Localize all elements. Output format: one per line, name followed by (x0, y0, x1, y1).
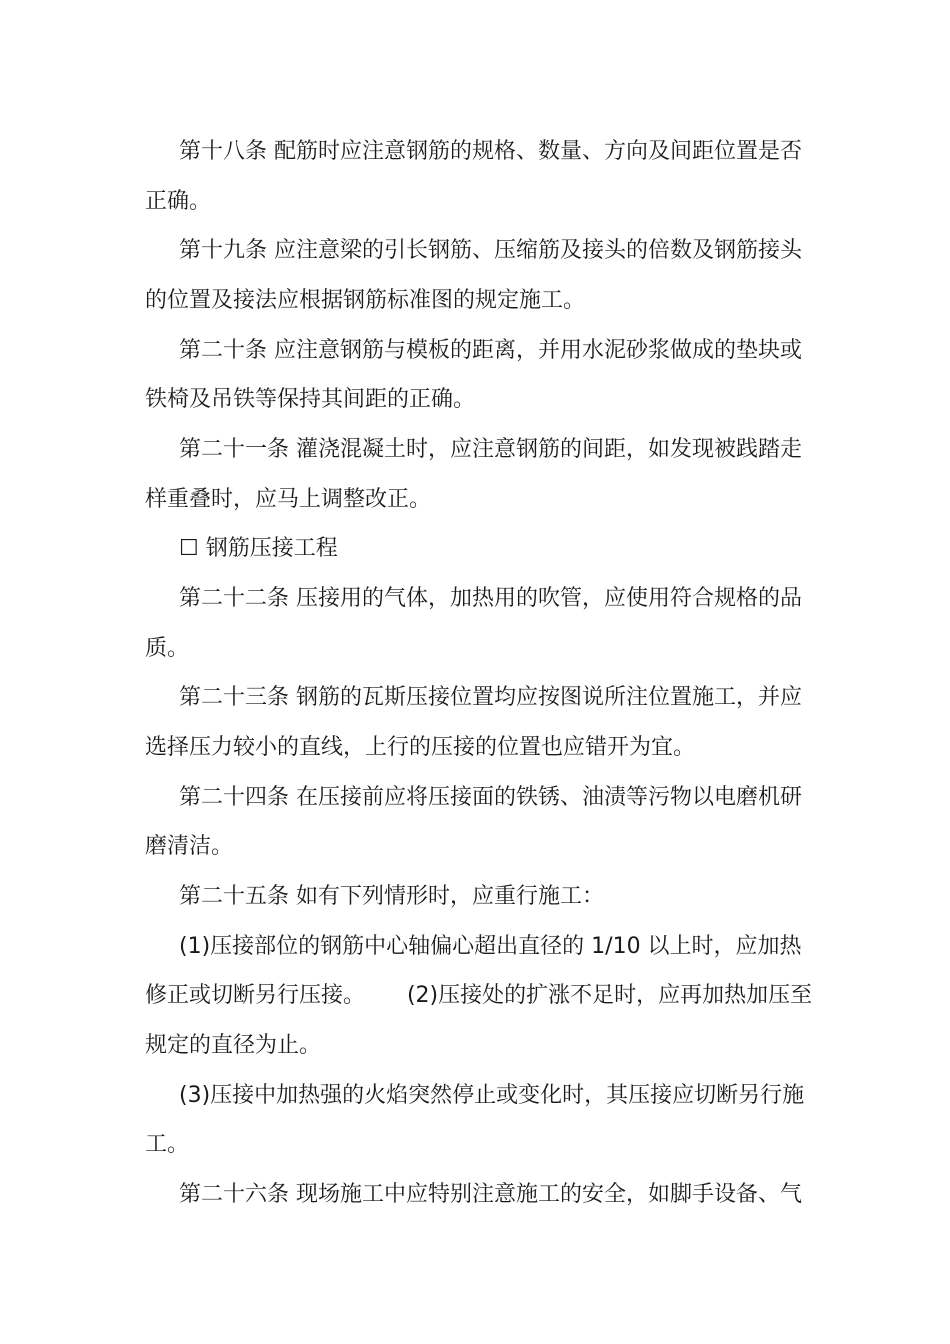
clause-24-line-2: 磨清洁。 (145, 834, 234, 859)
clause-21-line-1: 第二十一条 灌浇混凝土时，应注意钢筋的间距，如发现被践踏走 (179, 437, 802, 462)
item-1-line-1: (1)压接部位的钢筋中心轴偏心超出直径的 1/10 以上时，应加热 (179, 934, 802, 959)
clause-25-line-1: 第二十五条 如有下列情形时，应重行施工： (179, 884, 604, 909)
clause-18-line-2: 正确。 (145, 189, 212, 214)
item-1-2-line: 修正或切断另行压接。 (2)压接处的扩涨不足时，应再加热加压至 (145, 983, 813, 1008)
section-heading: ☐ 钢筋压接工程 (179, 536, 338, 561)
clause-19-line-1: 第十九条 应注意梁的引长钢筋、压缩筋及接头的倍数及钢筋接头 (179, 238, 802, 263)
item-3-line-2: 工。 (145, 1132, 190, 1157)
clause-22-line-1: 第二十二条 压接用的气体，加热用的吹管，应使用符合规格的品 (179, 586, 802, 611)
clause-26-line-1: 第二十六条 现场施工中应特别注意施工的安全，如脚手设备、气 (179, 1182, 802, 1207)
clause-19-line-2: 的位置及接法应根据钢筋标准图的规定施工。 (145, 288, 586, 313)
item-3-line-1: (3)压接中加热强的火焰突然停止或变化时，其压接应切断另行施 (179, 1083, 805, 1108)
clause-20-line-1: 第二十条 应注意钢筋与模板的距离，并用水泥砂浆做成的垫块或 (179, 338, 802, 363)
clause-21-line-2: 样重叠时，应马上调整改正。 (145, 487, 432, 512)
clause-23-line-1: 第二十三条 钢筋的瓦斯压接位置均应按图说所注位置施工，并应 (179, 685, 802, 710)
clause-23-line-2: 选择压力较小的直线，上行的压接的位置也应错开为宜。 (145, 735, 696, 760)
clause-22-line-2: 质。 (145, 636, 190, 661)
clause-20-line-2: 铁椅及吊铁等保持其间距的正确。 (145, 387, 476, 412)
clause-24-line-1: 第二十四条 在压接前应将压接面的铁锈、油渍等污物以电磨机研 (179, 785, 802, 810)
clause-18-line-1: 第十八条 配筋时应注意钢筋的规格、数量、方向及间距位置是否 (179, 139, 802, 164)
item-2-line-2: 规定的直径为止。 (145, 1033, 322, 1058)
